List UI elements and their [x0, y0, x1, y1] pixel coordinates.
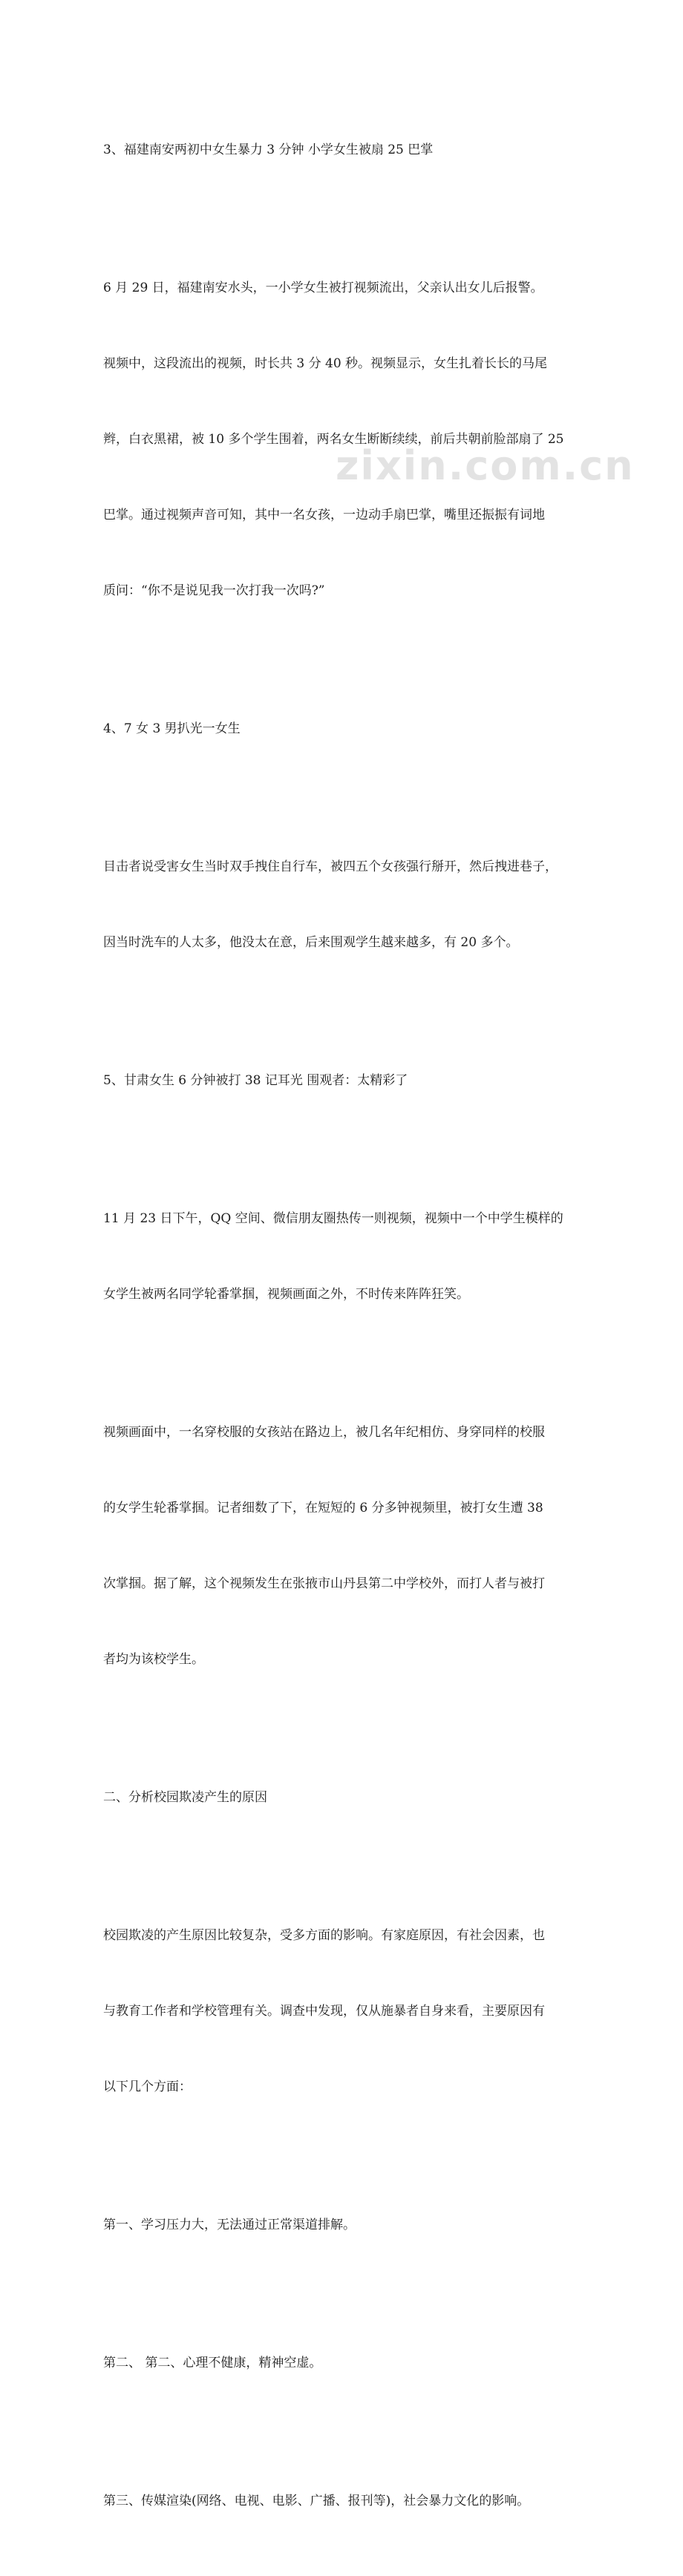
text-line: 次掌掴。据了解，这个视频发生在张掖市山丹县第二中学校外，而打人者与被打	[103, 1576, 545, 1591]
text-line: 第三、传媒渲染(网络、电视、电影、广播、报刊等)，社会暴力文化的影响。	[103, 2494, 530, 2508]
text-line: 巴掌。通过视频声音可知，其中一名女孩，一边动手扇巴掌，嘴里还振振有词地	[103, 508, 545, 522]
text-line: 第一、学习压力大，无法通过正常渠道排解。	[103, 2218, 356, 2232]
text-line: 女学生被两名同学轮番掌掴，视频画面之外，不时传来阵阵狂笑。	[103, 1287, 469, 1302]
text-line: 目击者说受害女生当时双手拽住自行车，被四五个女孩强行掰开，然后拽进巷子，	[103, 859, 558, 874]
text-line: 者均为该校学生。	[103, 1652, 204, 1667]
cause-item-1	[103, 2162, 586, 2288]
heading-case-5	[103, 1017, 586, 1144]
text-line: 4、7 女 3 男扒光一女生	[103, 721, 241, 736]
paragraph-case-3-detail	[103, 225, 586, 654]
paragraph-case-5-detail-a	[103, 1156, 586, 1357]
paragraph-case-4-detail	[103, 804, 586, 1006]
text-line: 第二、 第二、心理不健康，精神空虚。	[103, 2356, 322, 2370]
paragraph-case-5-detail-b	[103, 1369, 586, 1723]
text-line: 11 月 23 日下午，QQ 空间、微信朋友圈热传一则视频，视频中一个中学生模样的	[103, 1211, 563, 1226]
cause-item-3	[103, 2438, 586, 2564]
text-line: 质问：“你不是说见我一次打我一次吗?”	[103, 583, 325, 598]
text-line: 5、甘肃女生 6 分钟被打 38 记耳光 围观者：太精彩了	[103, 1073, 408, 1088]
text-line: 以下几个方面：	[103, 2080, 192, 2094]
heading-case-3	[103, 87, 586, 213]
paragraph-causes-intro	[103, 1872, 586, 2150]
text-line: 视频中，这段流出的视频，时长共 3 分 40 秒。视频显示，女生扎着长长的马尾	[103, 356, 548, 371]
section-heading-causes	[103, 1734, 586, 1861]
document-body	[103, 87, 586, 2576]
text-line: 二、分析校园欺凌产生的原因	[103, 1790, 267, 1805]
text-line: 6 月 29 日，福建南安水头，一小学女生被打视频流出，父亲认出女儿后报警。	[103, 281, 543, 295]
text-line: 校园欺凌的产生原因比较复杂，受多方面的影响。有家庭原因，有社会因素，也	[103, 1928, 545, 1943]
heading-case-4	[103, 666, 586, 792]
text-line: 的女学生轮番掌掴。记者细数了下，在短短的 6 分多钟视频里，被打女生遭 38	[103, 1501, 543, 1515]
text-line: 因当时洗车的人太多，他没太在意，后来围观学生越来越多，有 20 多个。	[103, 935, 519, 950]
text-line: 3、福建南安两初中女生暴力 3 分钟 小学女生被扇 25 巴掌	[103, 142, 434, 157]
text-line: 辫，白衣黑裙，被 10 多个学生围着，两名女生断断续续，前后共朝前脸部扇了 25	[103, 432, 564, 447]
cause-item-2	[103, 2300, 586, 2426]
text-line: 视频画面中，一名穿校服的女孩站在路边上，被几名年纪相仿、身穿同样的校服	[103, 1425, 545, 1440]
watermark: zixin.com.cn	[336, 442, 635, 489]
text-line: 与教育工作者和学校管理有关。调查中发现，仅从施暴者自身来看，主要原因有	[103, 2004, 545, 2019]
